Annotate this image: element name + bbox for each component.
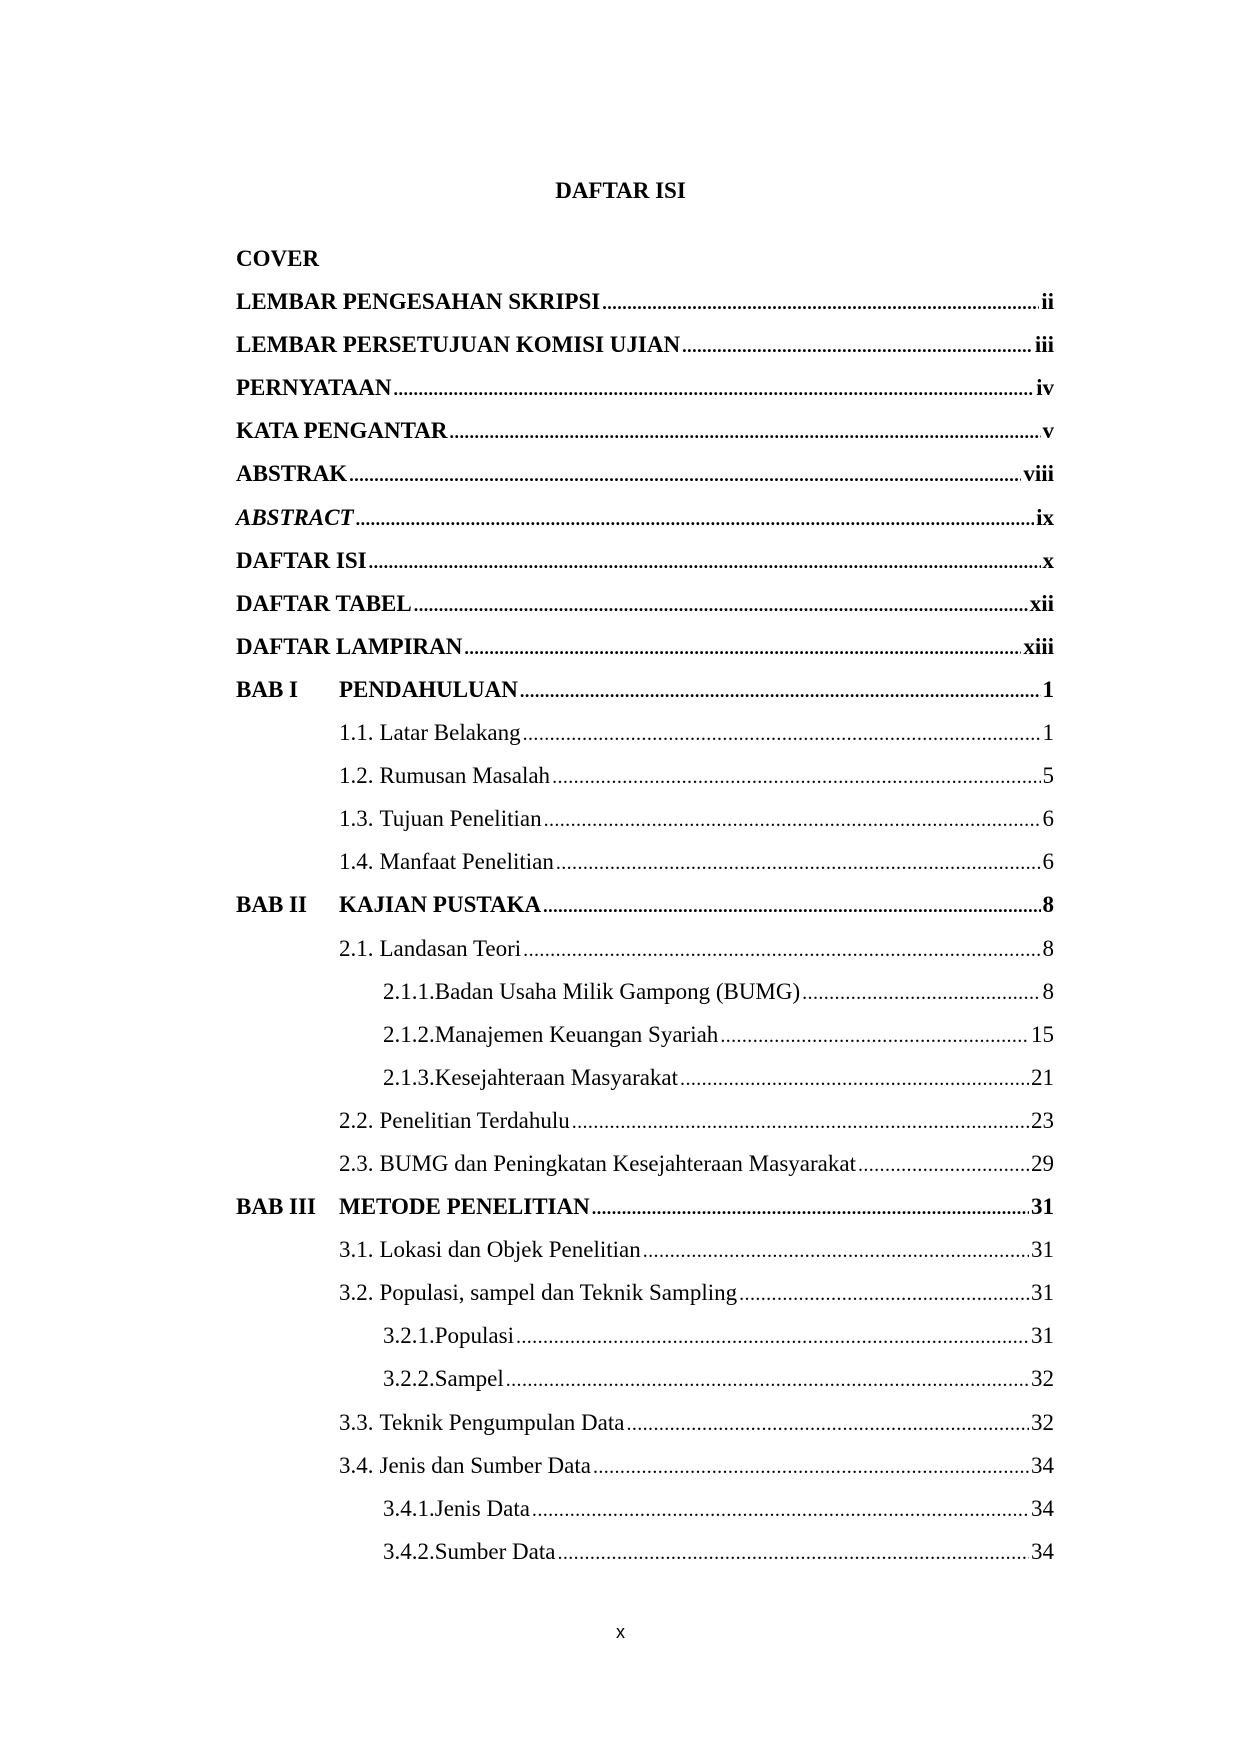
toc-entry-content <box>339 890 1054 921</box>
dot-leader <box>543 891 1040 921</box>
subsection-number: 2.1.3. <box>383 1064 435 1090</box>
section-number: 3.4. <box>339 1452 374 1478</box>
dot-leader <box>523 719 1041 749</box>
toc-entry-content <box>383 1537 1054 1568</box>
toc-subsection[interactable] <box>236 977 1054 1020</box>
toc-page-number: 23 <box>1031 1107 1054 1133</box>
toc-page-number: x <box>1042 547 1054 573</box>
dot-leader <box>506 1365 1029 1395</box>
page-title: DAFTAR ISI <box>555 178 686 203</box>
section-title: Landasan Teori <box>379 935 522 961</box>
toc-page-number: 34 <box>1031 1495 1054 1521</box>
toc-chapter[interactable] <box>236 890 1054 933</box>
toc-page-number: 31 <box>1031 1237 1054 1263</box>
toc-entry-content <box>236 632 1054 663</box>
toc-subsection[interactable] <box>236 1364 1054 1407</box>
toc-page-number: iii <box>1034 332 1054 358</box>
section-number: 1.4. <box>339 849 374 875</box>
section-number: 2.2. <box>339 1107 374 1133</box>
toc-page-number: 5 <box>1042 763 1054 789</box>
toc-entry-content <box>339 804 1054 835</box>
toc-page-number: 31 <box>1031 1323 1054 1349</box>
toc-subsection[interactable] <box>236 1063 1054 1106</box>
section-title: Latar Belakang <box>379 720 521 746</box>
subsection-title: Manajemen Keuangan Syariah <box>434 1021 719 1047</box>
toc-entry-content <box>339 847 1054 878</box>
dot-leader <box>739 1279 1029 1309</box>
section-title: Penelitian Terdahulu <box>379 1107 570 1133</box>
toc-section[interactable] <box>236 934 1054 977</box>
section-title: Rumusan Masalah <box>379 763 551 789</box>
toc-page-number: v <box>1042 418 1054 444</box>
section-title: Teknik Pengumpulan Data <box>379 1409 625 1435</box>
toc-entry-content <box>339 1278 1054 1309</box>
dot-leader <box>356 504 1035 534</box>
toc-entry[interactable] <box>236 459 1054 502</box>
toc-section[interactable] <box>236 847 1054 890</box>
toc-entry-title: LEMBAR PENGESAHAN SKRIPSI <box>236 289 601 315</box>
toc-section[interactable] <box>236 1149 1054 1192</box>
toc-entry-content <box>339 1235 1054 1266</box>
toc-page-number: iv <box>1036 375 1054 401</box>
toc-entry-content <box>383 1364 1054 1395</box>
dot-leader <box>393 374 1034 404</box>
toc-page-number: viii <box>1023 461 1054 487</box>
subsection-title: Kesejahteraan Masyarakat <box>434 1064 679 1090</box>
toc-entry-content <box>339 1106 1054 1137</box>
toc-section[interactable] <box>236 1106 1054 1149</box>
toc-section[interactable] <box>236 804 1054 847</box>
toc-section[interactable] <box>236 1451 1054 1494</box>
dot-leader <box>464 633 1021 663</box>
dot-leader <box>680 1064 1029 1094</box>
subsection-number: 2.1.1. <box>383 978 435 1004</box>
toc-entry-content <box>236 287 1054 318</box>
dot-leader <box>802 978 1040 1008</box>
toc-page-number: 1 <box>1042 676 1054 702</box>
toc-entry-content <box>383 977 1054 1008</box>
subsection-title: Badan Usaha Milik Gampong (BUMG) <box>434 978 801 1004</box>
toc-entry-title: DAFTAR LAMPIRAN <box>236 633 463 659</box>
toc-entry-content <box>383 1321 1054 1352</box>
dot-leader <box>556 848 1041 878</box>
toc-entry-title: DAFTAR TABEL <box>236 590 412 616</box>
toc-page-number: 21 <box>1031 1064 1054 1090</box>
toc-page-number: 8 <box>1042 978 1054 1004</box>
toc-entry-content <box>236 459 1054 490</box>
toc-entry[interactable] <box>236 503 1054 546</box>
toc-page-number: 32 <box>1031 1409 1054 1435</box>
toc-entry-content <box>339 1408 1054 1439</box>
toc-subsection[interactable] <box>236 1020 1054 1063</box>
dot-leader <box>523 935 1040 965</box>
toc-section[interactable] <box>236 718 1054 761</box>
chapter-label: BAB III <box>236 1194 316 1220</box>
toc-entry-content <box>339 718 1054 749</box>
dot-leader <box>532 1495 1029 1525</box>
toc-entry[interactable] <box>236 589 1054 632</box>
subsection-title: Populasi <box>434 1323 514 1349</box>
section-number: 1.3. <box>339 806 374 832</box>
section-number: 2.3. <box>339 1150 374 1176</box>
dot-leader <box>544 805 1041 835</box>
dot-leader <box>643 1236 1029 1266</box>
dot-leader <box>552 762 1040 792</box>
footer-page-number: x <box>616 1622 625 1642</box>
toc-entry[interactable] <box>236 632 1054 675</box>
toc-entry-content <box>236 546 1054 577</box>
subsection-title: Sumber Data <box>434 1538 556 1564</box>
toc-page-number: 6 <box>1042 806 1054 832</box>
toc-page-number: ix <box>1036 504 1054 530</box>
subsection-number: 3.2.2. <box>383 1366 435 1392</box>
toc-page-number: 8 <box>1042 935 1054 961</box>
section-title: Manfaat Penelitian <box>379 849 554 875</box>
toc-page-number: 34 <box>1031 1538 1054 1564</box>
toc-entry-content <box>236 330 1054 361</box>
toc-page-number: 31 <box>1031 1194 1054 1220</box>
toc-entry-content <box>339 934 1054 965</box>
dot-leader <box>593 1452 1029 1482</box>
toc-section[interactable] <box>236 1235 1054 1278</box>
section-title: Populasi, sampel dan Teknik Sampling <box>379 1280 738 1306</box>
dot-leader <box>626 1409 1029 1439</box>
toc-entry-content <box>339 761 1054 792</box>
dot-leader <box>592 1193 1029 1223</box>
toc-entry-content <box>339 1451 1054 1482</box>
section-title: Lokasi dan Objek Penelitian <box>379 1237 641 1263</box>
section-number: 3.2. <box>339 1280 374 1306</box>
toc-section[interactable] <box>236 1278 1054 1321</box>
chapter-label: BAB I <box>236 676 298 702</box>
toc-entry[interactable] <box>236 244 1054 287</box>
toc-page-number: 15 <box>1031 1021 1054 1047</box>
toc-entry-title: LEMBAR PERSETUJUAN KOMISI UJIAN <box>236 332 681 358</box>
toc-entry-content <box>236 373 1054 404</box>
section-number: 1.2. <box>339 763 374 789</box>
dot-leader <box>602 288 1039 318</box>
subsection-title: Jenis Data <box>434 1495 530 1521</box>
toc-entry-content <box>339 1149 1054 1180</box>
chapter-label: BAB II <box>236 892 307 918</box>
toc-entry-content <box>383 1020 1054 1051</box>
subsection-number: 2.1.2. <box>383 1021 435 1047</box>
toc-page-number: 29 <box>1031 1150 1054 1176</box>
section-number: 1.1. <box>339 720 374 746</box>
dot-leader <box>858 1150 1029 1180</box>
toc-entry-content <box>236 503 1054 534</box>
toc-page-number: xiii <box>1023 633 1054 659</box>
toc-entry-content <box>236 244 1054 274</box>
subsection-number: 3.4.2. <box>383 1538 435 1564</box>
toc-page-number: 8 <box>1042 892 1054 918</box>
dot-leader <box>449 417 1040 447</box>
section-number: 3.3. <box>339 1409 374 1435</box>
toc-entry-title: COVER <box>236 246 320 271</box>
toc-entry-title: ABSTRAK <box>236 461 348 487</box>
toc-entry[interactable] <box>236 330 1054 373</box>
toc-entry[interactable] <box>236 287 1054 330</box>
toc-chapter[interactable] <box>236 1192 1054 1235</box>
dot-leader <box>520 676 1041 706</box>
dot-leader <box>516 1322 1029 1352</box>
toc-entry-title: ABSTRACT <box>236 504 354 530</box>
toc-subsection[interactable] <box>236 1537 1054 1580</box>
dot-leader <box>349 460 1021 490</box>
table-of-contents <box>236 244 1054 1580</box>
chapter-title: KAJIAN PUSTAKA <box>339 892 542 918</box>
toc-entry-content <box>339 675 1054 706</box>
toc-entry[interactable] <box>236 416 1054 459</box>
dot-leader <box>369 547 1041 577</box>
toc-entry-title: KATA PENGANTAR <box>236 418 448 444</box>
dot-leader <box>572 1107 1029 1137</box>
subsection-number: 3.2.1. <box>383 1323 435 1349</box>
toc-subsection[interactable] <box>236 1321 1054 1364</box>
dot-leader <box>557 1538 1029 1568</box>
toc-page-number: xii <box>1029 590 1054 616</box>
toc-entry-title: PERNYATAAN <box>236 375 392 401</box>
toc-page-number: 1 <box>1042 720 1054 746</box>
dot-leader <box>720 1021 1029 1051</box>
dot-leader <box>682 331 1033 361</box>
toc-entry-title: DAFTAR ISI <box>236 547 367 573</box>
toc-entry-content <box>383 1494 1054 1525</box>
section-title: BUMG dan Peningkatan Kesejahteraan Masyarakat <box>379 1150 856 1176</box>
toc-entry-content <box>236 589 1054 620</box>
chapter-title: PENDAHULUAN <box>339 676 518 702</box>
toc-page-number: 32 <box>1031 1366 1054 1392</box>
toc-entry[interactable] <box>236 373 1054 416</box>
section-title: Tujuan Penelitian <box>379 806 542 832</box>
toc-entry-content <box>383 1063 1054 1094</box>
section-number: 3.1. <box>339 1237 374 1263</box>
subsection-number: 3.4.1. <box>383 1495 435 1521</box>
section-number: 2.1. <box>339 935 374 961</box>
toc-section[interactable] <box>236 1408 1054 1451</box>
subsection-title: Sampel <box>434 1366 504 1392</box>
toc-page-number: 31 <box>1031 1280 1054 1306</box>
toc-section[interactable] <box>236 761 1054 804</box>
chapter-title: METODE PENELITIAN <box>339 1194 590 1220</box>
section-title: Jenis dan Sumber Data <box>379 1452 591 1478</box>
toc-entry-content <box>339 1192 1054 1223</box>
toc-page-number: 6 <box>1042 849 1054 875</box>
toc-entry-content <box>236 416 1054 447</box>
toc-entry[interactable] <box>236 546 1054 589</box>
toc-page-number: ii <box>1041 289 1054 315</box>
dot-leader <box>414 590 1028 620</box>
toc-page-number: 34 <box>1031 1452 1054 1478</box>
toc-subsection[interactable] <box>236 1494 1054 1537</box>
toc-chapter[interactable] <box>236 675 1054 718</box>
